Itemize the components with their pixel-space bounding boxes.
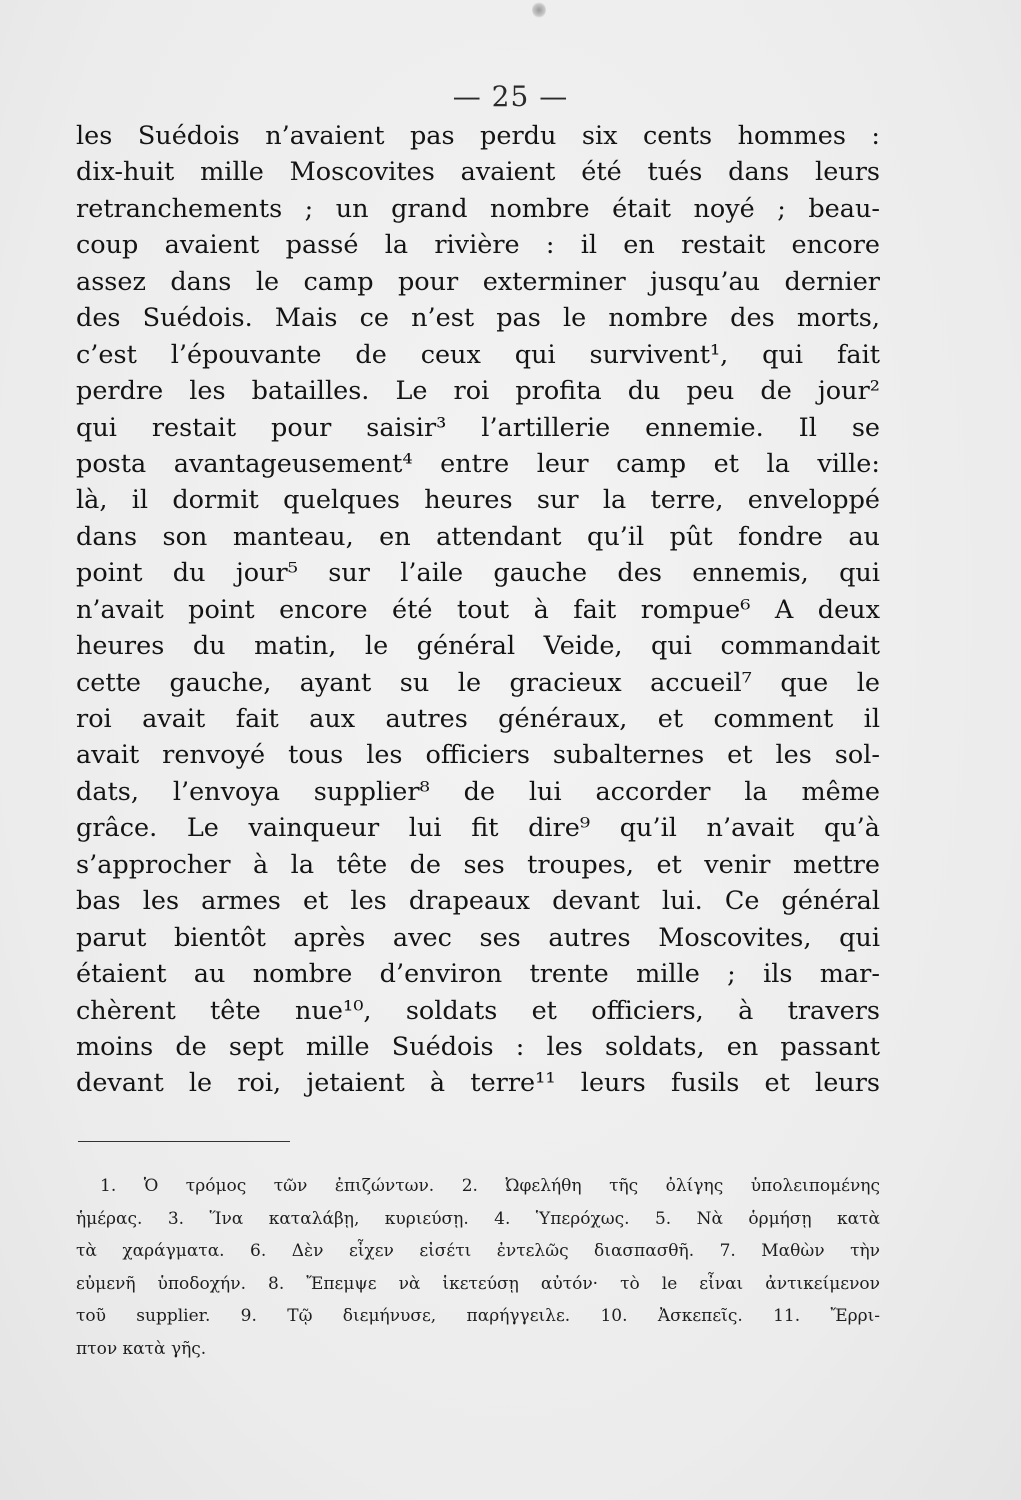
body-line: là, il dormit quelques heures sur la terre, enveloppé [76,485,880,516]
ink-speck [532,2,546,18]
body-line: retranchements ; un grand nombre était noyé ; beau- [76,193,880,224]
footnote-line: εὐμενῆ ὑποδοχήν. 8. Ἔπεμψε νὰ ἱκετεύσῃ αὐτόν· τὸ le εἶναι ἀντικείμενον [76,1273,880,1294]
body-line: s’approcher à la tête de ses troupes, et venir mettre [76,849,880,880]
body-line: grâce. Le vainqueur lui fit dire⁹ qu’il n’avait qu’à [76,813,880,844]
body-line: étaient au nombre d’environ trente mille ; ils mar- [76,959,880,990]
body-line: perdre les batailles. Le roi profita du peu de jour² [76,376,880,407]
body-line: les Suédois n’avaient pas perdu six cents hommes : [76,121,880,151]
footnote-line: ἡμέρας. 3. Ἵνα καταλάβῃ, κυριεύσῃ. 4. Ὑπερόχως. 5. Νὰ ὁρμήσῃ κατὰ [76,1208,880,1229]
body-line: heures du matin, le général Veide, qui commandait [76,631,880,662]
footnote-line: τὰ χαράγματα. 6. Δὲν εἶχεν εἰσέτι ἐντελῶς διασπασθῆ. 7. Μαθὼν τὴν [76,1241,880,1262]
footnote-divider [78,1141,290,1142]
body-line: cette gauche, ayant su le gracieux accueil⁷ que le [76,667,880,698]
body-line: n’avait point encore été tout à fait rompue⁶ A deux [76,594,880,625]
body-line: chèrent tête nue¹⁰, soldats et officiers, à travers [76,995,880,1026]
body-line: moins de sept mille Suédois : les soldats, en passant [76,1031,880,1062]
page-number: — 25 — [452,80,569,113]
body-line: coup avaient passé la rivière : il en restait encore [76,230,880,261]
body-line: des Suédois. Mais ce n’est pas le nombre des morts, [76,303,880,334]
footnote-line: 1. Ὁ τρόμος τῶν ἐπιζώντων. 2. Ὠφελήθη τῆς ὀλίγης ὑπολειπομένης [100,1176,880,1196]
body-line: devant le roi, jetaient à terre¹¹ leurs fusils et leurs [76,1068,880,1099]
body-line: dans son manteau, en attendant qu’il pût fondre au [76,521,880,552]
body-line: bas les armes et les drapeaux devant lui. Ce général [76,886,880,917]
footnotes [76,1170,880,1366]
footnote-line: τοῦ supplier. 9. Τῷ διεμήνυσε, παρήγγειλε. 10. Ἀσκεπεῖς. 11. Ἔρρι- [76,1306,880,1327]
body-line: dix-huit mille Moscovites avaient été tués dans leurs [76,157,880,188]
body-line: avait renvoyé tous les officiers subalternes et les sol- [76,740,880,771]
body-line: qui restait pour saisir³ l’artillerie ennemie. Il se [76,412,880,443]
footnote-line: πτον κατὰ γῆς. [76,1338,207,1359]
body-line: roi avait fait aux autres généraux, et comment il [76,704,880,734]
body-line: point du jour⁵ sur l’aile gauche des ennemis, qui [76,558,880,589]
body-line: c’est l’épouvante de ceux qui survivent¹, qui fait [76,339,880,370]
body-line: dats, l’envoya supplier⁸ de lui accorder la même [76,776,880,807]
body-line: posta avantageusement⁴ entre leur camp et la ville: [76,448,880,479]
body-line: parut bientôt après avec ses autres Moscovites, qui [76,922,880,953]
body-line: assez dans le camp pour exterminer jusqu’au dernier [76,266,880,297]
body-text [76,118,880,1102]
